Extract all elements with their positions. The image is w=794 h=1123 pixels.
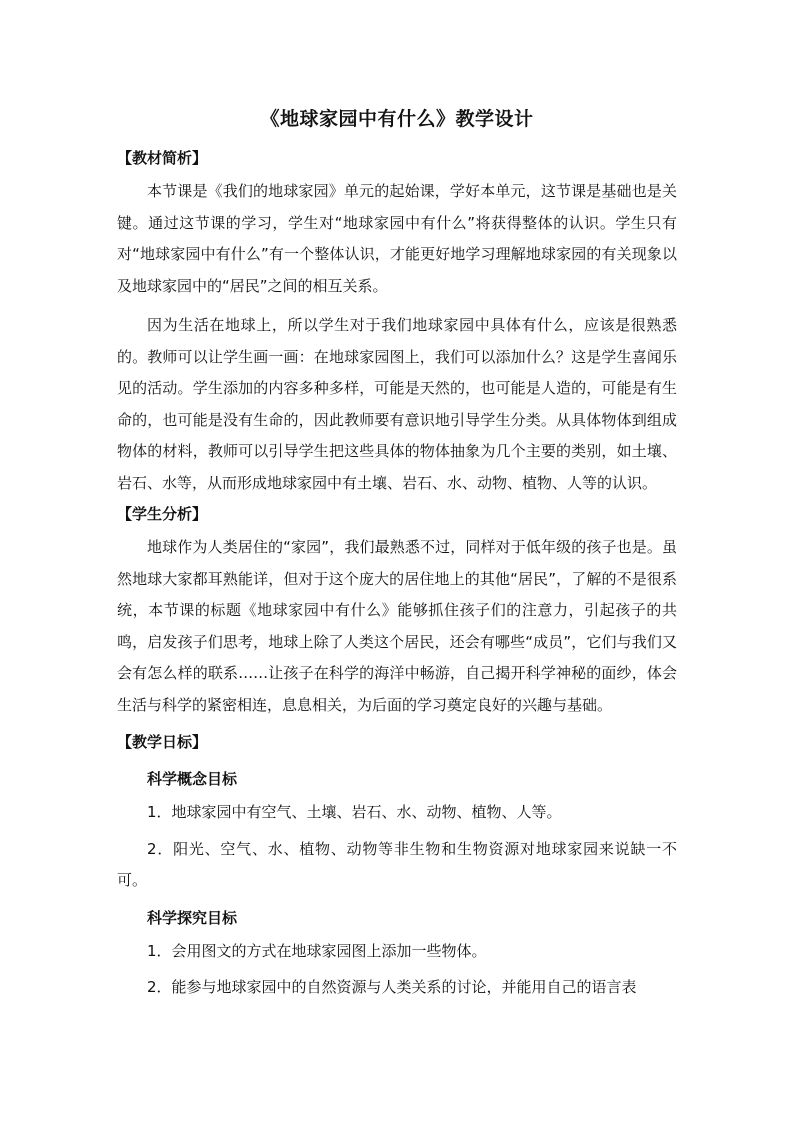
section-heading-students: 【学生分析】 bbox=[117, 505, 208, 523]
paragraph: 本节课是《我们的地球家园》单元的起始课，学好本单元，这节课是基础也是关键。通过这节课的学习，学生对“地球家园中有什么”将获得整体的认识。学生只有对“地球家园中有什么”有一个整体认识，才能更好地学习理解地球家园的有关现象以及地球家园中的“居民”之间的相互关系。 bbox=[117, 182, 677, 295]
paragraph: 因为生活在地球上，所以学生对于我们地球家园中具体有什么，应该是很熟悉的。教师可以让学生画一画：在地球家园图上，我们可以添加什么？这是学生喜闻乐见的活动。学生添加的内容多种多样，可能是天然的，也可能是人造的，可能是有生命的，也可能是没有生命的，因此教师要有意识地引导学生分类。从具体物体到组成物体的材料，教师可以引导学生把这些具体的物体抽象为几个主要的类别，如土壤、岩石、水等，从而形成地球家园中有土壤、岩石、水、动物、植物、人等的认识。 bbox=[117, 316, 677, 492]
document-title: 《地球家园中有什么》教学设计 bbox=[260, 108, 534, 130]
sub-heading-concept-goals: 科学概念目标 bbox=[147, 770, 238, 788]
list-item: 2．阳光、空气、水、植物、动物等非生物和生物资源对地球家园来说缺一不可。 bbox=[117, 839, 677, 889]
list-item: 1．会用图文的方式在地球家园图上添加一些物体。 bbox=[147, 941, 487, 960]
list-item: 2．能参与地球家园中的自然资源与人类关系的讨论，并能用自己的语言表 bbox=[147, 978, 637, 996]
paragraph: 地球作为人类居住的“家园”，我们最熟悉不过，同样对于低年级的孩子也是。虽然地球大家都耳熟能详，但对于这个庞大的居住地上的其他“居民”，了解的不是很系统，本节课的标题《地球家园中有什么》能够抓住孩子们的注意力，引起孩子的共鸣，启发孩子们思考，地球上除了人类这个居民，还会有哪些“成员”，它们与我们又会有怎么样的联系……让孩子在科学的海洋中畅游，自己揭开科学神秘的面纱，体会生活与科学的紧密相连，息息相关，为后面的学习奠定良好的兴趣与基础。 bbox=[117, 538, 677, 714]
list-item: 1．地球家园中有空气、土壤、岩石、水、动物、植物、人等。 bbox=[147, 803, 562, 821]
section-heading-textbook: 【教材简析】 bbox=[117, 149, 208, 167]
section-heading-goals: 【教学日标】 bbox=[117, 733, 208, 751]
sub-heading-inquiry-goals: 科学探究目标 bbox=[147, 908, 238, 927]
